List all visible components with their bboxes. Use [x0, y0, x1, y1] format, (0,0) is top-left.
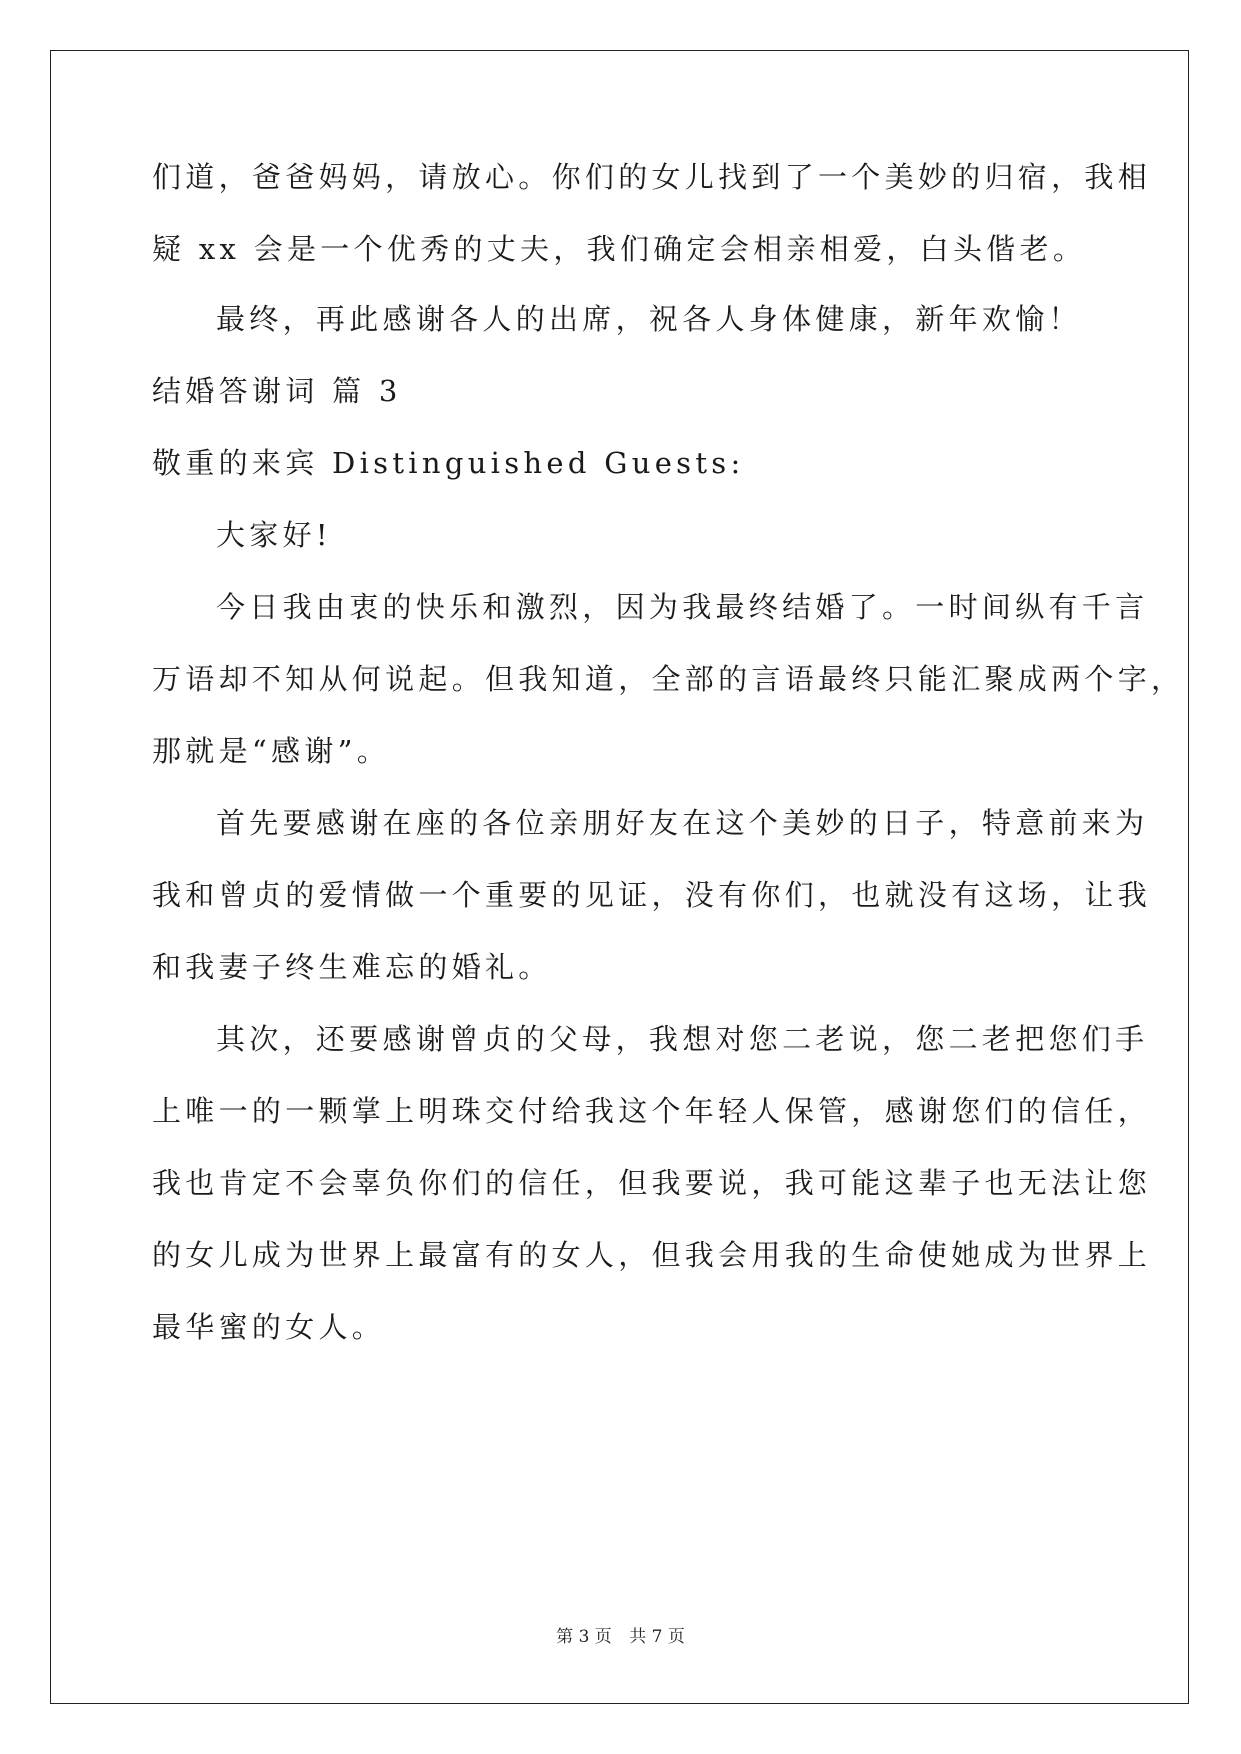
page-total: 共 7 页	[629, 1627, 685, 1647]
text-line: 那就是“感谢”。	[152, 734, 391, 768]
text-line: 其次，还要感谢曾贞的父母，我想对您二老说，您二老把您们手	[216, 1022, 1149, 1056]
text-line: 最终，再此感谢各人的出席，祝各人身体健康，新年欢愉！	[216, 302, 1082, 336]
text-line: 的女儿成为世界上最富有的女人，但我会用我的生命使她成为世界上	[152, 1238, 1152, 1272]
text-line: 今日我由衷的快乐和激烈，因为我最终结婚了。一时间纵有千言	[216, 590, 1149, 624]
text-line: 们道，爸爸妈妈，请放心。你们的女儿找到了一个美妙的归宿，我相	[152, 160, 1152, 194]
text-line: 万语却不知从何说起。但我知道，全部的言语最终只能汇聚成两个字，	[152, 662, 1185, 696]
section-heading: 结婚答谢词 篇 3	[152, 374, 402, 408]
text-line: 我和曾贞的爱情做一个重要的见证，没有你们，也就没有这场，让我	[152, 878, 1152, 912]
text-line: 上唯一的一颗掌上明珠交付给我这个年轻人保管，感谢您们的信任，	[152, 1094, 1152, 1128]
page-border	[50, 50, 1189, 1704]
page-number: 第 3 页	[556, 1627, 612, 1647]
text-line: 最华蜜的女人。	[152, 1310, 386, 1344]
text-line: 我也肯定不会辜负你们的信任，但我要说，我可能这辈子也无法让您	[152, 1166, 1152, 1200]
greeting: 大家好!	[216, 518, 332, 552]
salutation: 敬重的来宾 Distinguished Guests:	[152, 446, 745, 480]
text-line: 首先要感谢在座的各位亲朋好友在这个美妙的日子，特意前来为	[216, 806, 1149, 840]
text-line: 疑 xx 会是一个优秀的丈夫，我们确定会相亲相爱，白头偕老。	[152, 232, 1087, 266]
text-line: 和我妻子终生难忘的婚礼。	[152, 950, 552, 984]
page-footer	[0, 1622, 1241, 1647]
